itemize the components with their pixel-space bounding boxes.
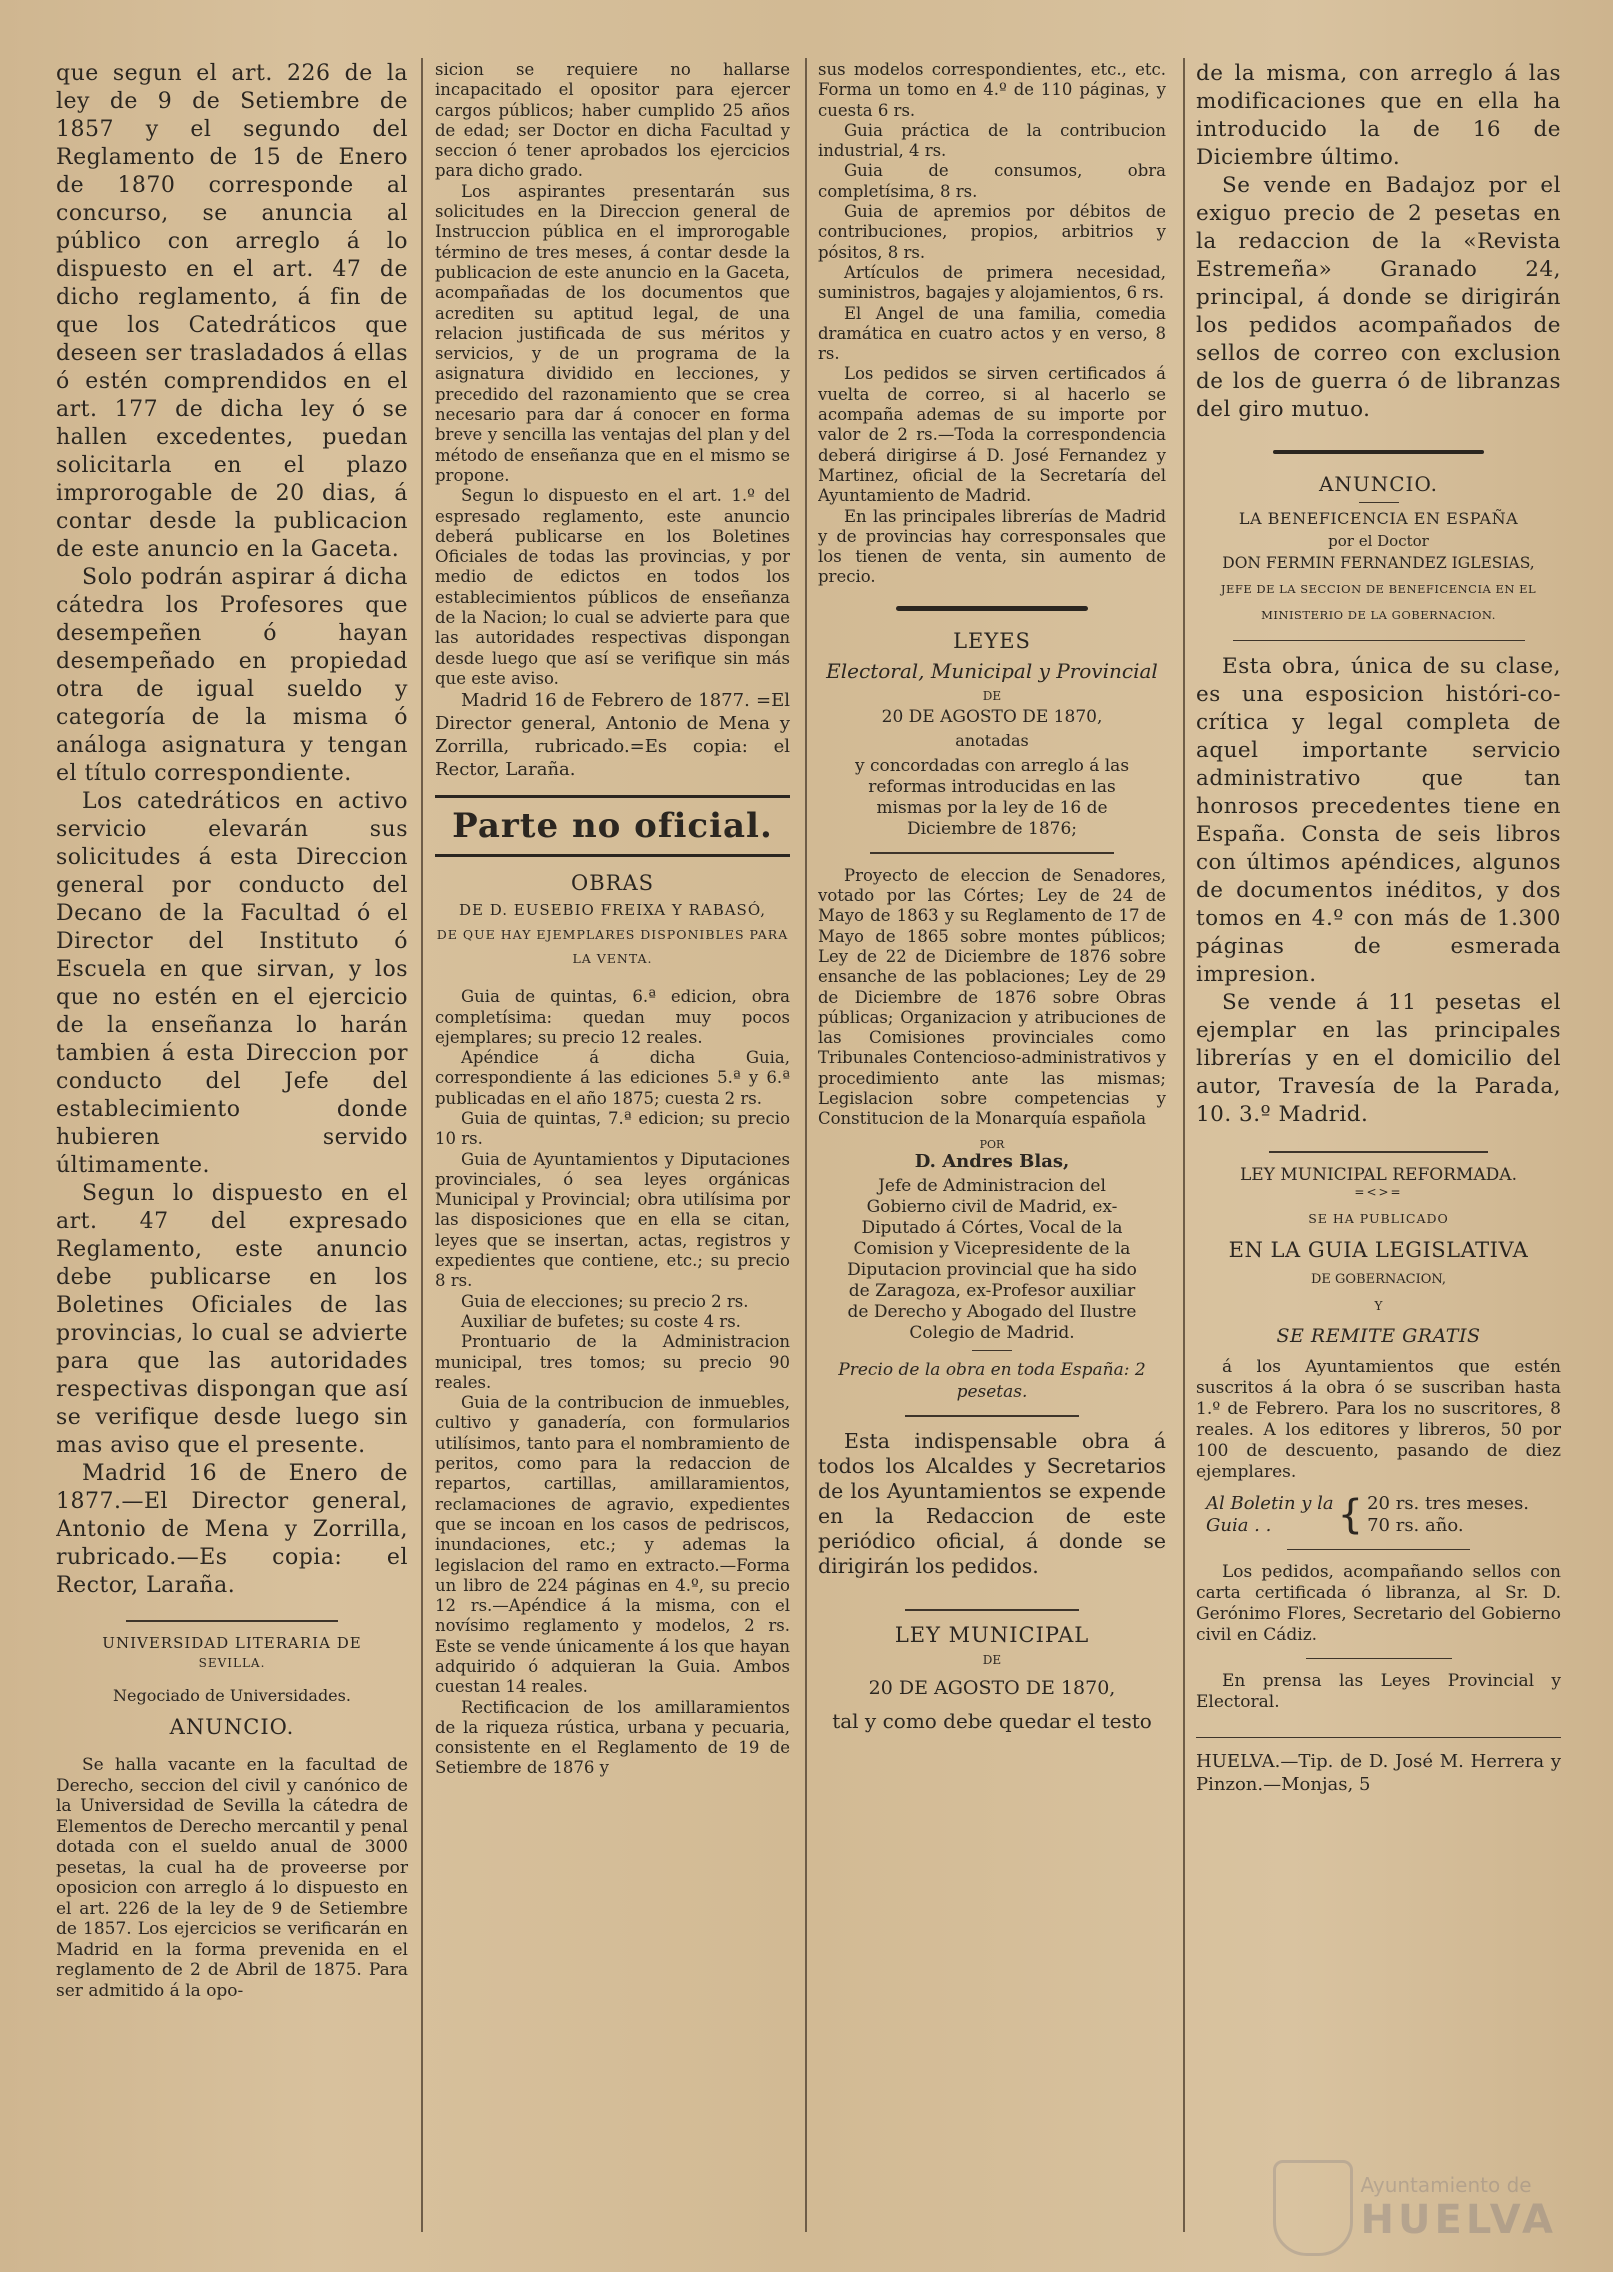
list-item: Guia de apremios por débitos de contribuciones, propios, arbitrios y pósitos, 8 rs. <box>818 202 1166 262</box>
list-item: Guia de quintas, 7.ª edicion; su precio 10 rs. <box>435 1108 790 1149</box>
brace-glyph: { <box>1337 1492 1364 1538</box>
list-item: Guia de quintas, 6.ª edicion, obra completísima: quedan muy pocos ejemplares; su precio 12 reales. <box>435 987 790 1047</box>
divider <box>905 1609 1079 1611</box>
divider <box>1269 1151 1488 1153</box>
paragraph: Esta indispensable obra á todos los Alcaldes y Secretarios de los Ayuntamientos se expende en la Redaccion de este periódico oficial, á donde se dirigirán los pedidos. <box>818 1428 1166 1578</box>
ley-reformada-heading: LEY MUNICIPAL REFORMADA. <box>1240 1165 1517 1185</box>
ley-municipal-fecha: 20 DE AGOSTO DE 1870, <box>868 1676 1116 1699</box>
divider <box>905 1415 1079 1417</box>
benef-cargo: JEFE DE LA SECCION DE BENEFICENCIA EN EL MINISTERIO DE LA GOBERNACION. <box>1220 582 1537 622</box>
column-rule <box>421 58 423 2232</box>
paragraph: Segun lo dispuesto en el art. 1.º del espresado reglamento, este anuncio deberá publicarse en los Boletines Oficiales de todas las provincias, y por medio de edictos en todos los establecimientos públicos de enseñanza de la Nacion; lo cual se advierte para que las autoridades respectivas dispongan desde luego que así se verifique sin más que este aviso. <box>435 486 790 688</box>
divider <box>1196 1737 1561 1738</box>
leyes-heading: LEYES <box>953 628 1031 653</box>
list-item: Apéndice á dicha Guia, correspondiente á las ediciones 5.ª y 6.ª publicadas en el año 1875; cuesta 2 rs. <box>435 1048 790 1108</box>
parte-no-oficial-heading: Parte no oficial. <box>435 795 790 857</box>
ornamental-rule <box>896 606 1087 611</box>
price-yearly: 70 rs. año. <box>1367 1515 1464 1536</box>
divider <box>972 1350 1012 1351</box>
paragraph: á los Ayuntamientos que estén suscritos á la obra ó se suscriban hasta 1.º de Febrero. Para los no suscritores, 8 reales. A los editores y libreros, 50 por 100 de descuento, pasando de diez ejemplares. <box>1196 1357 1561 1482</box>
paragraph: Se vende en Badajoz por el exiguo precio de 2 pesetas en la redaccion de la «Revista Estremeña» Granado 24, principal, á donde se dirigirán los pedidos acompañados de sellos de correo con exclusion de los de guerra ó de libranzas del giro mutuo. <box>1196 173 1561 422</box>
leyes-concordadas: y concordadas con arreglo á las reformas introducidas en las mismas por la ley de 16 de Diciembre de 1876; <box>854 755 1130 839</box>
remite-gratis: SE REMITE GRATIS <box>1276 1325 1481 1347</box>
watermark-seal <box>1273 2160 1557 2256</box>
divider <box>1287 1549 1470 1550</box>
column-3 <box>818 60 1166 2232</box>
list-item: Los pedidos se sirven certificados á vuelta de correo, si al hacerlo se acompaña ademas de su importe por valor de 2 rs.—Toda la correspondencia deberá dirigirse á D. José Fernandez y Martinez, oficial de la Secretaría del Ayuntamiento de Madrid. <box>818 364 1166 506</box>
anuncio-heading: ANUNCIO. <box>169 1715 295 1739</box>
list-item: Auxiliar de bufetes; su coste 4 rs. <box>461 1311 741 1331</box>
boletin-price-table <box>1206 1493 1561 1537</box>
leyes-contenido: Proyecto de eleccion de Senadores, votado por las Córtes; Ley de 24 de Mayo de 1863 y su Reglamento de 17 de Mayo de 1865 sobre montes públicos; Ley de 22 de Diciembre de 1876 sobre ensanche de las poblaciones; Ley de 29 de Diciembre de 1876 sobre Obras públicas; Organizacion y atribuciones de las Comisiones provinciales como Tribunales Contencioso-administrativos y procedimiento ante las mismas; Legislacion sobre competencias y Constitucion de la Monarquía española <box>818 865 1166 1129</box>
guia-title: EN LA GUIA LEGISLATIVA <box>1228 1238 1529 1262</box>
ley-municipal-de: DE <box>982 1652 1002 1667</box>
benef-title: LA BENEFICENCIA EN ESPAÑA <box>1238 509 1519 528</box>
coat-of-arms-icon <box>1273 2160 1353 2256</box>
divider <box>1306 1658 1452 1659</box>
por-label: POR <box>979 1137 1005 1151</box>
list-item: El Angel de una familia, comedia dramática en cuatro actos y en verso, 8 rs. <box>818 303 1166 364</box>
leyes-subtitle: Electoral, Municipal y Provincial <box>826 658 1158 683</box>
paragraph: Se halla vacante en la facultad de Derecho, seccion del civil y canónico de la Universidad de Sevilla la cátedra de Elementos de Derecho mercantil y penal dotada con el sueldo anual de 3000 pesetas, la cual ha de proveerse por oposicion con arreglo á lo dispuesto en el art. 226 de la ley de 9 de Setiembre de 1857. Los ejercicios se verificarán en Madrid en la forma prevenida en el reglamento de 2 de Abril de 1875. Para ser admitido á la opo- <box>56 1755 408 2001</box>
ley-municipal-heading: LEY MUNICIPAL <box>894 1622 1090 1647</box>
obras-author: DE D. EUSEBIO FREIXA Y RABASÓ, <box>458 901 767 920</box>
leyes-de: DE <box>982 688 1002 703</box>
anuncio-heading: ANUNCIO. <box>1318 472 1439 496</box>
benef-por: por el Doctor <box>1328 532 1429 550</box>
paragraph: Solo podrán aspirar á dicha cátedra los Profesores que desempeñen ó hayan desempeñado en propiedad otra de igual sueldo y categoría de la misma ó análoga asignatura y tengan el título correspondiente. <box>56 565 408 786</box>
publicado-label: SE HA PUBLICADO <box>1308 1211 1449 1226</box>
ornament: =<>= <box>1354 1185 1403 1199</box>
watermark-line1: Ayuntamiento de <box>1360 2173 1532 2197</box>
column-1 <box>56 60 408 2232</box>
signature-paragraph: Madrid 16 de Enero de 1877.—El Director general, Antonio de Mena y Zorrilla, rubricado.—Es copia: el Rector, Laraña. <box>56 1461 408 1598</box>
leyes-fecha: 20 DE AGOSTO DE 1870, <box>881 706 1103 727</box>
list-item: Guia de la contribucion de inmuebles, cultivo y ganadería, con formularios utilísimos, tanto para el nombramiento de peritos, como para la redaccion de repartos, cartillas, amillaramientos, reclamaciones de agravio, expedientes que se incoan en los casos de pedriscos, inundaciones, etc.; y ademas la legislacion del ramo en extracto.—Forma un libro de 224 páginas en 4.º, su precio 12 rs.—Apéndice á la misma, con el novísimo reglamento y modelos, 2 rs. Este se vende únicamente á los que hayan adquirido ó adquieran la Guia. Ambos cuestan 14 reales. <box>435 1393 790 1697</box>
paragraph: sicion se requiere no hallarse incapacitado el opositor para ejercer cargos públicos; haber cumplido 25 años de edad; ser Doctor en dicha Facultad y seccion ó tener aprobados los ejercicios para dicho grado. <box>435 60 790 181</box>
list-item: sus modelos correspondientes, etc., etc. Forma un tomo en 4.º de 110 páginas, y cuesta 6 rs. <box>818 60 1166 120</box>
section-subheading: SEVILLA. <box>198 1656 266 1670</box>
ornamental-rule <box>1273 450 1485 454</box>
paragraph: Los pedidos, acompañando sellos con carta certificada ó libranza, al Sr. D. Gerónimo Flores, Secretario del Gobierno civil en Cádiz. <box>1196 1562 1561 1645</box>
column-4 <box>1196 60 1561 2232</box>
list-item: Rectificacion de los amillaramientos de la riqueza rústica, urbana y pecuaria, consistente en el Reglamento de 19 de Setiembre de 1876 y <box>435 1697 790 1778</box>
guia-label: Guia . . <box>1206 1515 1272 1536</box>
obras-subheading: DE QUE HAY EJEMPLARES DISPONIBLES PARA LA VENTA. <box>436 927 789 967</box>
column-rule <box>1183 58 1185 2232</box>
boletin-label: Al Boletin y la <box>1206 1493 1334 1514</box>
y-label: Y <box>1374 1299 1383 1313</box>
paragraph: Los catedráticos en activo servicio elevarán sus solicitudes á esta Direccion general por conducto del Decano de la Facultad ó el Director del Instituto ó Escuela en que sirvan, y los que no estén en el ejercicio de la enseñanza lo harán tambien á esta Direccion por conducto del Jefe del establecimiento donde hubieren servido últimamente. <box>56 789 408 1178</box>
paragraph: que segun el art. 226 de la ley de 9 de Setiembre de 1857 y el segundo del Reglamento de 15 de Enero de 1870 corresponde al concurso, se anuncia al público con arreglo á lo dispuesto en el art. 47 de dicho reglamento, á fin de que los Catedráticos que deseen ser trasladados á ellas ó estén comprendidos en el art. 177 de dicha ley ó se hallen excedentes, puedan solicitarla en el plazo improrogable de 20 dias, á contar desde la publicacion de este anuncio en la Gaceta. <box>56 61 408 562</box>
divider <box>1359 502 1399 503</box>
paragraph: Segun lo dispuesto en el art. 47 del expresado Reglamento, este anuncio debe publicarse en los Boletines Oficiales de las provincias, lo cual se advierte para que las autoridades respectivas dispongan que así se verifique desde luego sin mas aviso que el presente. <box>56 1181 408 1458</box>
author-credentials: Jefe de Administracion del Gobierno civil de Madrid, ex-Diputado á Córtes, Vocal de la Comision y Vicepresidente de la Diputacion provincial que ha sido de Zaragoza, ex-Profesor auxiliar de Derecho y Abogado del Ilustre Colegio de Madrid. <box>847 1175 1137 1343</box>
column-2 <box>435 60 790 2232</box>
paragraph: Los aspirantes presentarán sus solicitudes en la Direccion general de Instruccion pública en el improrogable término de tres meses, á contar desde la publicacion de este anuncio en la Gaceta, acompañadas de los documentos que acrediten su aptitud legal, de una relacion justificada de sus méritos y servicios, y de un programa de la asignatura dividido en lecciones, y precedido del razonamiento que se crea necesario para dar á conocer en forma breve y sencilla las ventajas del plan y del método de enseñanza que en el mismo se propone. <box>435 181 790 485</box>
list-item: Guia de Ayuntamientos y Diputaciones provinciales, ó sea leyes orgánicas Municipal y Provincial; obra utilísima por las disposiciones que en ella se citan, leyes que se insertan, actas, registros y expedientes que contiene, etc.; su precio 8 rs. <box>435 1149 790 1291</box>
paragraph: Esta obra, única de su clase, es una esposicion históri-co-crítica y legal completa de aquel importante servicio administrativo que tan honrosos precedentes tiene en España. Consta de seis libros con últimos apéndices, algunos de documentos inéditos, y dos tomos en 4.º con más de 1.300 páginas de esmerada impresion. <box>1196 654 1561 987</box>
leyes-anotadas: anotadas <box>955 730 1029 750</box>
list-item: Artículos de primera necesidad, suministros, bagajes y alojamientos, 6 rs. <box>818 262 1166 303</box>
precio-obra: Precio de la obra en toda España: 2 pesetas. <box>838 1359 1146 1402</box>
list-item: Guia de consumos, obra completísima, 8 rs. <box>818 161 1166 201</box>
list-item: Prontuario de la Administracion municipal, tres tomos; su precio 90 reales. <box>435 1332 790 1392</box>
gobernacion-label: DE GOBERNACION, <box>1310 1272 1447 1287</box>
section-heading: UNIVERSIDAD LITERARIA DE <box>102 1634 362 1652</box>
list-item: Guia práctica de la contribucion industrial, 4 rs. <box>818 120 1166 161</box>
obras-heading: OBRAS <box>570 871 654 896</box>
imprint: HUELVA.—Tip. de D. José M. Herrera y Pinzon.—Monjas, 5 <box>1196 1751 1561 1795</box>
benef-author: DON FERMIN FERNANDEZ IGLESIAS, <box>1222 554 1535 572</box>
divider <box>126 1620 337 1622</box>
watermark-line2: HUELVA <box>1360 2197 1557 2243</box>
price-quarterly: 20 rs. tres meses. <box>1367 1493 1530 1514</box>
list-item: En las principales librerías de Madrid y de provincias hay corresponsales que los tienen de venta, sin aumento de precio. <box>818 506 1166 587</box>
column-rule <box>805 58 807 2232</box>
author-name: D. Andres Blas, <box>914 1150 1070 1172</box>
paragraph: de la misma, con arreglo á las modificaciones que en ella ha introducido la de 16 de Diciembre último. <box>1196 61 1561 170</box>
paragraph: Se vende á 11 pesetas el ejemplar en las principales librerías y en el domicilio del autor, Travesía de la Parada, 10. 3.º Madrid. <box>1196 990 1561 1127</box>
negociado-label: Negociado de Universidades. <box>113 1686 351 1705</box>
list-item: Guia de elecciones; su precio 2 rs. <box>461 1291 749 1311</box>
ley-municipal-subtitle: tal y como debe quedar el testo <box>832 1708 1152 1733</box>
divider <box>870 852 1114 854</box>
paragraph: En prensa las Leyes Provincial y Electoral. <box>1196 1671 1561 1712</box>
divider <box>1233 640 1525 641</box>
signature-paragraph: Madrid 16 de Febrero de 1877. =El Director general, Antonio de Mena y Zorrilla, rubricado.=Es copia: el Rector, Laraña. <box>435 690 790 781</box>
